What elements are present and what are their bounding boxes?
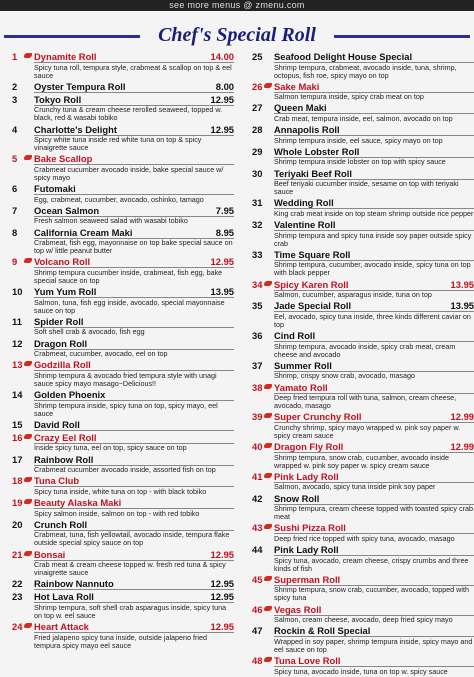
item-header: [274, 574, 474, 586]
item-description: Shrimp tempura, soft shell crab asparagus inside, spicy tuna on top w. eel sauce: [34, 602, 227, 620]
item-price: 12.95: [210, 256, 234, 268]
item-description: Crunchy tuna & cream cheese rerolled seaweed, topped w. black, red & wasabi tobiko: [34, 105, 223, 123]
item-number: 26: [252, 80, 263, 92]
item-number: 18: [12, 475, 23, 487]
menu-item: [12, 81, 234, 93]
menu-item: [12, 205, 234, 226]
item-name: Sake Maki: [274, 80, 320, 92]
chili-pepper-icon: [264, 413, 272, 418]
item-description: Shrimp tempura, crabmeat, avocado inside, tuna, shrimp, octopus, fish roe, spicy mayo on top: [274, 62, 457, 80]
watermark-bar: [0, 0, 474, 11]
menu-item: [12, 432, 234, 453]
item-description: Inside spicy tuna, eel on top, spicy sauce on top: [34, 443, 187, 453]
menu-item: [252, 625, 474, 654]
item-number: 48: [252, 655, 263, 667]
item-number: 13: [12, 359, 23, 371]
item-name: Golden Phoenix: [34, 389, 106, 401]
item-header: [34, 419, 234, 431]
item-header: [274, 330, 474, 342]
item-header: [34, 81, 234, 93]
item-name: Vegas Roll: [274, 603, 322, 615]
item-name: Volcano Roll: [34, 256, 91, 268]
item-name: Rainbow Nannuto: [34, 578, 114, 590]
item-header: [34, 591, 234, 603]
item-price: 12.99: [450, 411, 474, 423]
item-header: [34, 475, 234, 487]
menu-item: [12, 497, 234, 518]
chili-pepper-icon: [24, 551, 32, 556]
chili-pepper-icon: [264, 524, 272, 529]
item-price: 12.95: [210, 548, 234, 560]
menu-item: [252, 51, 474, 80]
item-name: Seafood Delight House Special: [274, 51, 413, 62]
item-number: 30: [252, 167, 263, 179]
item-description: Salmon tempura inside, spicy crab meat on top: [274, 92, 424, 102]
item-name: Valentine Roll: [274, 219, 336, 230]
item-name: Dragon Fly Roll: [274, 441, 344, 453]
item-price: 14.00: [210, 51, 234, 62]
item-description: Deep fried rice topped with spicy tuna, avocado, masago: [274, 533, 455, 543]
item-header: [34, 153, 234, 165]
menu-item: [12, 316, 234, 337]
item-price: 12.95: [210, 93, 234, 105]
item-description: Spicy tuna, avocado inside, tuna on top w. spicy sauce: [274, 666, 448, 676]
chili-pepper-icon: [24, 477, 32, 482]
item-name: Beauty Alaska Maki: [34, 497, 122, 509]
chili-pepper-icon: [24, 258, 32, 263]
item-header: [274, 655, 474, 667]
item-header: [34, 497, 234, 509]
menu-column-left: [12, 51, 234, 651]
item-header: [274, 51, 474, 63]
menu-item: [12, 519, 234, 548]
item-description: Beef teriyaki cucumber inside, sesame on top with teriyaki sauce: [274, 179, 459, 197]
menu-item: [252, 544, 474, 573]
item-description: Egg, crabmeat, cucumber, avocado, oshinko, tamago: [34, 194, 204, 204]
menu-item: [12, 153, 234, 182]
item-number: 45: [252, 573, 263, 585]
item-number: 9: [12, 256, 18, 268]
item-header: [34, 578, 234, 590]
item-description: Spicy white tuna inside red white tuna on top & spicy vinaigrette sauce: [34, 135, 202, 153]
item-number: 16: [12, 431, 23, 443]
item-name: Queen Maki: [274, 102, 327, 114]
chili-pepper-icon: [24, 361, 32, 366]
item-description: Spicy tuna inside, white tuna on top - with black tobiko: [34, 486, 207, 496]
menu-item: [252, 441, 474, 470]
menu-item: [12, 124, 234, 153]
item-number: 17: [12, 453, 23, 465]
item-price: 12.95: [210, 123, 234, 135]
item-description: Shrimp tempura, avocado inside, spicy crab meat, cream cheese and avocado: [274, 341, 456, 359]
item-name: Dynamite Roll: [34, 51, 97, 62]
item-number: 28: [252, 124, 263, 136]
chili-pepper-icon: [264, 657, 272, 662]
item-number: 19: [12, 497, 23, 509]
menu-column-right: [252, 51, 474, 677]
menu-item: [252, 300, 474, 329]
item-price: 8.00: [215, 80, 234, 92]
item-header: [34, 549, 234, 561]
chili-pepper-icon: [264, 384, 272, 389]
item-description: Shrimp tempura & avocado fried tempura style with unagi sauce spicy mayo masago~Delicious!!: [34, 370, 217, 388]
item-header: [34, 256, 234, 268]
item-number: 22: [12, 578, 23, 590]
item-description: Crab meat, tempura inside, eel, salmon, avocado on top: [274, 113, 453, 123]
menu-item: [252, 411, 474, 440]
menu-item: [252, 124, 474, 145]
item-number: 32: [252, 219, 263, 230]
menu-item: [12, 549, 234, 578]
item-header: [274, 522, 474, 534]
chili-pepper-icon: [264, 281, 272, 286]
item-name: Cind Roll: [274, 330, 316, 342]
menu-item: [252, 146, 474, 167]
item-name: Spider Roll: [34, 315, 84, 327]
page-title: Chef's Special Roll: [158, 24, 316, 46]
item-number: 14: [12, 389, 23, 401]
menu-item: [12, 419, 234, 431]
item-header: [274, 300, 474, 312]
item-header: [274, 219, 474, 231]
item-description: Spicy tuna, avocado, cream cheese, crispy crumbs and three kinds of fish: [274, 555, 469, 573]
item-header: [274, 146, 474, 158]
item-number: 39: [252, 411, 263, 423]
item-description: Salmon, avocado, spicy tuna inside pink soy paper: [274, 482, 436, 492]
watermark-text: see more menus @ zmenu.com: [169, 0, 305, 10]
item-name: Godzilla Roll: [34, 359, 91, 371]
item-name: Crazy Eel Roll: [34, 431, 97, 443]
item-name: Crunch Roll: [34, 518, 88, 530]
item-header: [274, 102, 474, 114]
chili-pepper-icon: [264, 473, 272, 478]
item-description: Crabmeat, cucumber, avocado, eel on top: [34, 349, 168, 359]
item-header: [274, 249, 474, 261]
item-header: [34, 183, 234, 195]
item-header: [274, 544, 474, 556]
item-name: Spicy Karen Roll: [274, 278, 349, 290]
menu-item: [252, 471, 474, 492]
item-description: Salmon, cucumber, asparagus inside, tuna on top: [274, 290, 432, 300]
menu-item: [252, 279, 474, 300]
chili-pepper-icon: [24, 623, 32, 628]
menu-item: [12, 338, 234, 359]
item-header: [274, 168, 474, 180]
item-description: King crab meat inside on top steam shrimp outside rice pepper: [274, 208, 474, 218]
item-name: Pink Lady Roll: [274, 544, 339, 555]
menu-item: [252, 168, 474, 197]
title-bar: [0, 12, 474, 45]
menu-item: [252, 219, 474, 248]
menu-item: [12, 359, 234, 388]
item-description: Crabmeat cucumber avocado inside, bake special sauce w/ spicy mayo: [34, 164, 224, 183]
item-header: [274, 604, 474, 616]
item-name: Tuna Club: [34, 475, 80, 487]
item-name: Super Crunchy Roll: [274, 411, 362, 423]
item-description: Wrapped in soy paper, shrimp tempura inside, spicy mayo and eel sauce on top: [274, 636, 473, 654]
item-header: [274, 441, 474, 453]
item-number: 3: [12, 93, 18, 105]
item-description: Shrimp tempura inside, spicy tuna on top, spicy mayo, eel sauce: [34, 400, 218, 418]
item-name: Whole Lobster Roll: [274, 145, 360, 157]
item-price: 7.95: [215, 204, 234, 216]
menu-item: [252, 522, 474, 543]
item-number: 27: [252, 102, 263, 114]
item-name: David Roll: [34, 418, 80, 430]
item-price: 12.95: [210, 578, 234, 590]
item-header: [34, 124, 234, 136]
item-name: Wedding Roll: [274, 197, 334, 209]
item-number: 11: [12, 315, 22, 327]
item-number: 1: [12, 51, 18, 62]
item-description: Shrimp tempura, snow crab, cucumber, avocado inside wrapped w. pink soy paper w. spicy cream sauce: [274, 452, 449, 470]
item-number: 47: [252, 625, 263, 637]
item-number: 24: [12, 621, 23, 633]
chili-pepper-icon: [24, 499, 32, 504]
menu-item: [12, 227, 234, 256]
chili-pepper-icon: [264, 83, 272, 88]
item-header: [274, 411, 474, 423]
item-header: [34, 359, 234, 371]
menu-item: [252, 197, 474, 218]
menu-item: [252, 382, 474, 411]
item-name: Ocean Salmon: [34, 204, 100, 216]
menu-item: [12, 183, 234, 204]
menu-item: [252, 360, 474, 381]
item-number: 15: [12, 418, 23, 430]
item-description: Crabmeat cucumber avocado inside, assorted fish on top: [34, 465, 216, 475]
item-name: Dragon Roll: [34, 337, 88, 349]
item-description: Fried jalapeno spicy tuna inside, outside jalapeno fried tempura spicy mayo eel sauce: [34, 632, 208, 650]
menu-item: [252, 102, 474, 123]
item-header: [274, 197, 474, 209]
item-header: [34, 316, 234, 328]
menu-item: [12, 621, 234, 650]
item-header: [34, 432, 234, 444]
item-price: 8.95: [215, 226, 234, 238]
item-header: [274, 360, 474, 372]
item-description: Crabmeat, fish egg, mayonnaise on top bake special sauce on top w/ little peanut butter: [34, 238, 233, 256]
item-description: Shrimp tempura inside, eel sauce, spicy mayo on top: [274, 135, 443, 145]
item-description: Salmon, tuna, fish egg inside, avocado, special mayonnaise sauce on top: [34, 297, 225, 315]
menu-item: [12, 256, 234, 285]
menu-item: [252, 249, 474, 278]
item-description: Soft shell crab & avocado, fish egg: [34, 327, 145, 337]
item-name: Snow Roll: [274, 492, 320, 504]
item-header: [274, 471, 474, 483]
menu-item: [252, 604, 474, 625]
item-header: [34, 621, 234, 633]
menu-item: [252, 330, 474, 359]
item-name: Bake Scallop: [34, 153, 93, 165]
item-number: 41: [252, 470, 263, 482]
item-price: 13.95: [450, 278, 474, 290]
menu-item: [12, 389, 234, 418]
item-description: Crabmeat, tuna, fish yellowtail, avocado inside, tempura flake outside special spicy sauce on top: [34, 530, 230, 548]
menu-item: [252, 655, 474, 676]
item-name: Time Square Roll: [274, 248, 351, 260]
title-rule-left: [4, 35, 140, 38]
item-number: 2: [12, 80, 18, 92]
chili-pepper-icon: [264, 576, 272, 581]
item-header: [274, 493, 474, 505]
item-number: 12: [12, 337, 23, 349]
item-number: 5: [12, 153, 18, 165]
item-header: [34, 205, 234, 217]
menu-item: [252, 493, 474, 522]
item-number: 25: [252, 51, 263, 62]
item-name: Rockin & Roll Special: [274, 625, 371, 637]
menu-item: [12, 51, 234, 80]
item-description: Shrimp tempura, cream cheese topped with toasted spicy crab meat: [274, 504, 473, 522]
chili-pepper-icon: [24, 53, 32, 58]
item-header: [34, 389, 234, 401]
item-number: 33: [252, 248, 263, 260]
item-price: 12.95: [210, 591, 234, 603]
item-price: 13.95: [210, 286, 234, 298]
item-header: [34, 286, 234, 298]
chili-pepper-icon: [264, 606, 272, 611]
item-number: 8: [12, 226, 18, 238]
item-header: [34, 227, 234, 239]
item-name: Futomaki: [34, 183, 76, 195]
item-description: Shrimp tempura and spicy tuna inside soy paper outside spicy crab: [274, 230, 472, 248]
item-name: Tokyo Roll: [34, 93, 82, 105]
item-number: 40: [252, 441, 263, 453]
item-description: Shrimp tempura, snow crab, cucumber, avocado, topped with spicy tuna: [274, 585, 469, 603]
item-header: [274, 81, 474, 93]
title-rule-right: [334, 35, 470, 38]
item-name: Jade Special Roll: [274, 300, 352, 312]
item-number: 29: [252, 145, 263, 157]
item-number: 44: [252, 544, 263, 555]
item-name: Superman Roll: [274, 573, 341, 585]
item-header: [274, 279, 474, 291]
item-name: Charlotte's Delight: [34, 123, 117, 135]
item-name: Annapolis Roll: [274, 124, 340, 136]
item-description: Shrimp, crispy snow crab, avocado, masago: [274, 371, 416, 381]
item-description: Salmon, cream cheese, avocado, deep fried spicy mayo: [274, 615, 453, 625]
item-name: Heart Attack: [34, 621, 89, 633]
item-header: [34, 338, 234, 350]
item-name: Oyster Tempura Roll: [34, 80, 126, 92]
menu-item: [12, 578, 234, 590]
item-price: 12.99: [450, 441, 474, 453]
item-number: 34: [252, 278, 263, 290]
item-number: 4: [12, 123, 18, 135]
item-number: 35: [252, 300, 263, 312]
item-number: 6: [12, 183, 18, 195]
chili-pepper-icon: [264, 443, 272, 448]
item-header: [274, 625, 474, 637]
item-number: 23: [12, 591, 23, 603]
chili-pepper-icon: [24, 434, 32, 439]
item-price: 12.95: [210, 621, 234, 633]
item-name: Yum Yum Roll: [34, 286, 97, 298]
item-description: Shrimp tempura cucumber inside, crabmeat, fish egg, bake special sauce on top: [34, 267, 223, 285]
item-description: Shrimp tempura, cucumber, avocado inside, spicy tuna on top with black pepper: [274, 260, 471, 278]
menu-item: [252, 81, 474, 102]
menu-item: [12, 475, 234, 496]
item-number: 7: [12, 204, 18, 216]
menu-item: [12, 286, 234, 315]
item-name: Pink Lady Roll: [274, 470, 339, 482]
item-description: Crunchy shrimp, spicy mayo wrapped w. pink soy paper w. spicy cream sauce: [274, 422, 461, 440]
item-name: Yamato Roll: [274, 381, 328, 393]
item-number: 43: [252, 522, 263, 534]
menu-item: [252, 574, 474, 603]
chili-pepper-icon: [24, 155, 32, 160]
item-name: California Cream Maki: [34, 226, 133, 238]
item-number: 42: [252, 492, 263, 504]
item-header: [34, 454, 234, 466]
item-description: Fresh salmon seaweed salad with wasabi tobiko: [34, 216, 188, 226]
item-number: 31: [252, 197, 263, 209]
item-number: 37: [252, 359, 263, 371]
item-description: Crab meat & cream cheese topped w. fresh red tuna & spicy vinaigrette sauce: [34, 560, 226, 578]
item-name: Summer Roll: [274, 359, 332, 371]
item-header: [34, 94, 234, 106]
item-description: Spicy salmon inside, salmon on top - with red tobiko: [34, 508, 200, 518]
item-number: 36: [252, 330, 263, 342]
item-number: 46: [252, 603, 263, 615]
item-name: Sushi Pizza Roll: [274, 522, 346, 534]
item-name: Bonsai: [34, 548, 66, 560]
item-name: Tuna Love Roll: [274, 655, 341, 667]
item-number: 20: [12, 518, 23, 530]
item-header: [274, 124, 474, 136]
item-name: Hot Lava Roll: [34, 591, 94, 603]
item-price: 13.95: [450, 300, 474, 312]
menu-item: [12, 94, 234, 123]
item-description: Shrimp tempura inside lobster on top with spicy sauce: [274, 157, 446, 167]
item-header: [274, 382, 474, 394]
item-name: Rainbow Roll: [34, 453, 94, 465]
item-header: [34, 519, 234, 531]
item-number: 10: [12, 286, 23, 298]
item-name: Teriyaki Beef Roll: [274, 167, 352, 179]
item-description: Deep fried tempura roll with tuna, salmon, cream cheese, avocado, masago: [274, 393, 457, 411]
item-number: 21: [12, 548, 23, 560]
item-description: Spicy tuna roll, tempura style, crabmeat & scallop on top & eel sauce: [34, 62, 232, 80]
item-header: [34, 51, 234, 63]
menu-item: [12, 454, 234, 475]
item-description: Eel, avocado, spicy tuna inside, three kinds different caviar on top: [274, 311, 471, 329]
item-number: 38: [252, 381, 263, 393]
